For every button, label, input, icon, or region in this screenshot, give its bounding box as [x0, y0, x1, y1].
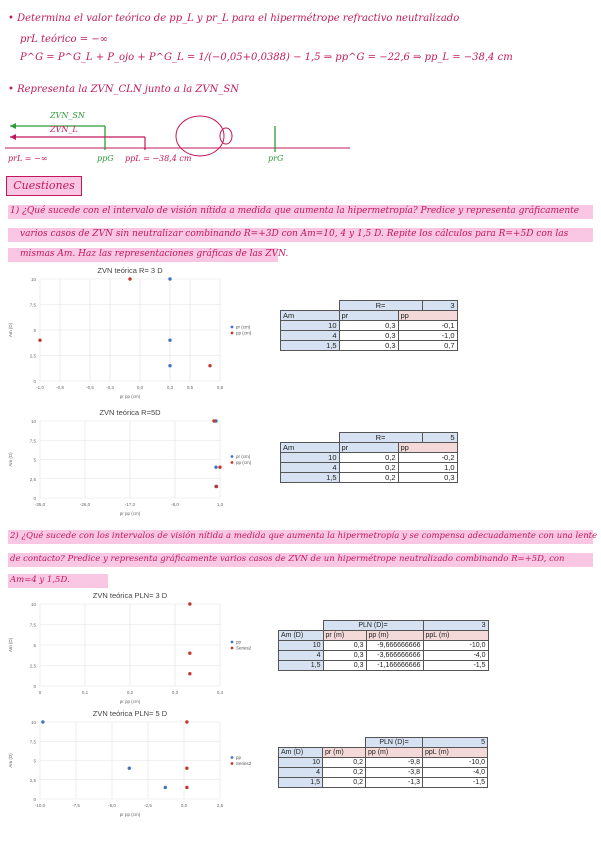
table-row: 10 0,2 -0,2 [281, 453, 458, 463]
t1-header-am: Am [281, 311, 340, 321]
x-tick-label: 1,0 [216, 502, 224, 507]
chart-title: ZVN teórica R= 3 D [97, 266, 163, 275]
table-row: 1,5 0,3 0,7 [281, 341, 458, 351]
table-row: 4 0,3 -3,666666666 -4,0 [279, 651, 489, 661]
t2-param: R= [339, 433, 422, 443]
data-point [185, 786, 188, 789]
y-tick-label: 0 [33, 496, 36, 501]
q1-line-2: varios casos de ZVN sin neutralizar combinando R=+3D con Am=10, 4 y 1,5 D. Repite los cálculos para R=+5D con las [20, 229, 569, 239]
data-point [128, 277, 131, 280]
table-row: 1,5 0,2 0,3 [281, 473, 458, 483]
x-tick-label: -0,3 [106, 385, 114, 390]
table-row: 4 0,2 -3,8 -4,0 [279, 768, 488, 778]
t1-header-pp: pp [398, 311, 457, 321]
chart-zvn-pln3 [0, 588, 260, 708]
y-tick-label: 7,5 [29, 302, 36, 308]
data-point [188, 672, 191, 675]
legend-entry: pp (cm) [236, 330, 252, 336]
y-tick-label: 5 [33, 328, 36, 333]
t2-param-val: 5 [422, 433, 457, 443]
data-point [168, 339, 171, 342]
x-tick-label: -17,0 [124, 502, 136, 507]
legend-marker [231, 641, 234, 644]
legend-marker [231, 332, 234, 335]
t2-header-pp: pp [398, 443, 457, 453]
y-tick-label: 5 [33, 643, 36, 648]
table-row: 1,5 0,3 -1,166666666 -1,5 [279, 661, 489, 671]
data-point [168, 364, 171, 367]
label-prg: prG [268, 154, 284, 163]
data-point [41, 720, 44, 723]
y-axis-label: Am (D) [8, 322, 13, 338]
t2-header-am: Am [281, 443, 340, 453]
data-point [188, 602, 191, 605]
table-r5 [280, 432, 458, 483]
t1-header-pr: pr [339, 311, 398, 321]
t3-header-pp: pp (m) [366, 631, 423, 641]
y-axis-label: Am (D) [8, 753, 13, 768]
note-line-3: P^G = P^G_L + P_ojo + P^G_L = 1/(−0,05+0,0388) − 1,5 ⇒ pp^G = −22,6 ⇒ pp_L = −38,4 cm [20, 52, 513, 63]
note-line-1: • Determina el valor teórico de pp_L y pr_L para el hipermétrope refractivo neutralizado [8, 13, 460, 24]
legend-entry: Series2 [236, 761, 252, 767]
table-r3 [280, 300, 458, 351]
data-point [185, 720, 188, 723]
t2-header-pr: pr [339, 443, 398, 453]
x-tick-label: 0,3 [171, 690, 179, 695]
x-tick-label: -0,8 [56, 385, 64, 390]
x-tick-label: 0,8 [216, 385, 224, 390]
legend-marker [231, 326, 234, 329]
chart-title: ZVN teórica PLN= 3 D [92, 591, 168, 600]
t4-header-pr: pr (m) [323, 748, 366, 758]
x-tick-label: 0,3 [166, 385, 174, 390]
x-tick-label: -7,5 [72, 803, 80, 808]
y-tick-label: 5 [33, 457, 36, 463]
y-tick-label: 0 [33, 684, 36, 689]
x-tick-label: 0,0 [136, 385, 144, 390]
legend-entry: pp [236, 639, 242, 645]
x-tick-label: -2,5 [144, 803, 152, 808]
table-row: 10 0,2 -9,8 -10,0 [279, 758, 488, 768]
legend-entry: pp (cm) [236, 460, 252, 466]
x-tick-label: 0,4 [216, 690, 224, 695]
chart-title: ZVN teórica R=5D [99, 408, 161, 417]
legend-entry: pr (cm) [236, 324, 251, 330]
x-tick-label: -8,0 [171, 502, 179, 507]
t4-header-am: Am (D) [279, 748, 323, 758]
x-tick-label: -35,0 [34, 502, 46, 507]
y-tick-label: 2,5 [29, 777, 36, 783]
t1-param-val: 3 [422, 301, 457, 311]
data-point [185, 767, 188, 770]
cuestiones-badge: Cuestiones [6, 176, 82, 196]
table-row: 10 0,3 -0,1 [281, 321, 458, 331]
y-tick-label: 2,5 [29, 476, 36, 482]
x-axis-label: pr pp (cm) [119, 699, 141, 704]
t3-param: PLN (D)= [323, 621, 423, 631]
label-prl: prL = −∞ [8, 154, 48, 163]
q2-line-3: Am=4 y 1,5D. [10, 575, 70, 585]
t4-param-val: 5 [423, 738, 488, 748]
x-tick-label: 0,1 [81, 690, 89, 695]
q2-line-1: 2) ¿Qué sucede con los intervalos de visión nítida a medida que aumenta la hipermetropía y se compensa adecuadamente con una lente [10, 531, 598, 541]
y-tick-label: 2,5 [29, 663, 36, 669]
note-line-2: prL teórico = −∞ [20, 34, 109, 45]
chart-title: ZVN teórica PLN= 5 D [92, 709, 168, 718]
chart-zvn-r5 [0, 405, 260, 520]
y-tick-label: 10 [30, 720, 36, 725]
table-row: 4 0,3 -1,0 [281, 331, 458, 341]
table-row: 1,5 0,2 -1,3 -1,5 [279, 778, 488, 788]
y-tick-label: 10 [30, 419, 36, 424]
chart-zvn-pln5 [0, 706, 260, 821]
data-point [38, 339, 41, 342]
x-tick-label: 2,5 [216, 803, 224, 808]
y-tick-label: 0 [33, 379, 36, 384]
x-tick-label: -1,0 [36, 385, 44, 390]
data-point [218, 466, 221, 469]
data-point [128, 767, 131, 770]
q2-line-2: de contacto? Predice y representa gráficamente varios casos de ZVN de un hipermétrope neutralizado combinando R=+5D, con [10, 554, 565, 564]
note-line-4: • Representa la ZVN_CLN junto a la ZVN_SN [8, 84, 239, 95]
y-tick-label: 10 [30, 602, 36, 607]
x-tick-label: -5,0 [108, 803, 116, 808]
data-point [212, 419, 215, 422]
data-point [168, 277, 171, 280]
label-ppl: ppL = −38,4 cm [125, 154, 192, 163]
x-tick-label: 0,2 [126, 690, 134, 695]
legend-marker [231, 461, 234, 464]
table-row: 4 0,2 1,0 [281, 463, 458, 473]
t4-header-ppl: ppL (m) [423, 748, 488, 758]
label-zvn-sn: ZVN_SN [50, 111, 85, 120]
table-pln5 [278, 737, 488, 788]
y-tick-label: 7,5 [29, 622, 36, 628]
t3-header-ppl: ppL (m) [423, 631, 488, 641]
table-pln3 [278, 620, 489, 671]
t1-param: R= [339, 301, 422, 311]
legend-entry: pr (cm) [236, 454, 251, 460]
y-axis-label: Am (D) [8, 637, 13, 653]
y-tick-label: 2,5 [29, 353, 36, 359]
legend-marker [231, 756, 234, 759]
zvn-diagram [0, 104, 360, 170]
table-row: 10 0,3 -9,666666666 -10,0 [279, 641, 489, 651]
x-tick-label: 0,0 [180, 803, 188, 808]
y-tick-label: 7,5 [29, 739, 36, 745]
q1-line-1: 1) ¿Qué sucede con el intervalo de visión nítida a medida que aumenta la hipermetropía? Predice y representa gráficamente [10, 206, 580, 216]
x-tick-label: 0,5 [186, 385, 194, 390]
data-point [188, 652, 191, 655]
data-point [164, 786, 167, 789]
y-tick-label: 0 [33, 797, 36, 802]
y-tick-label: 10 [30, 277, 36, 282]
data-point [215, 485, 218, 488]
t3-header-am: Am (D) [279, 631, 324, 641]
q1-line-3: mismas Am. Haz las representaciones gráficas de las ZVN. [20, 249, 289, 259]
legend-marker [231, 762, 234, 765]
legend-entry: pp [236, 755, 242, 761]
data-point [214, 466, 217, 469]
t4-header-pp: pp (m) [366, 748, 423, 758]
x-tick-label: -0,5 [86, 385, 94, 390]
x-axis-label: pr pp (cm) [119, 812, 141, 817]
label-zvn-l: ZVN_L [50, 125, 78, 134]
data-point [208, 364, 211, 367]
label-ppg: ppG [97, 154, 114, 163]
x-axis-label: pr pp (cm) [119, 394, 141, 399]
x-axis-label: pr pp (cm) [119, 511, 141, 516]
x-tick-label: -26,0 [79, 502, 91, 507]
x-tick-label: 0 [38, 690, 42, 695]
x-tick-label: -10,0 [34, 803, 46, 808]
y-tick-label: 7,5 [29, 438, 36, 444]
t4-param: PLN (D)= [366, 738, 423, 748]
t3-header-pr: pr (m) [323, 631, 366, 641]
y-tick-label: 5 [33, 758, 36, 764]
chart-zvn-r3 [0, 263, 260, 403]
legend-marker [231, 647, 234, 650]
t3-param-val: 3 [423, 621, 488, 631]
legend-marker [231, 455, 234, 458]
legend-entry: Series2 [236, 645, 252, 651]
y-axis-label: Am (D) [8, 452, 13, 467]
